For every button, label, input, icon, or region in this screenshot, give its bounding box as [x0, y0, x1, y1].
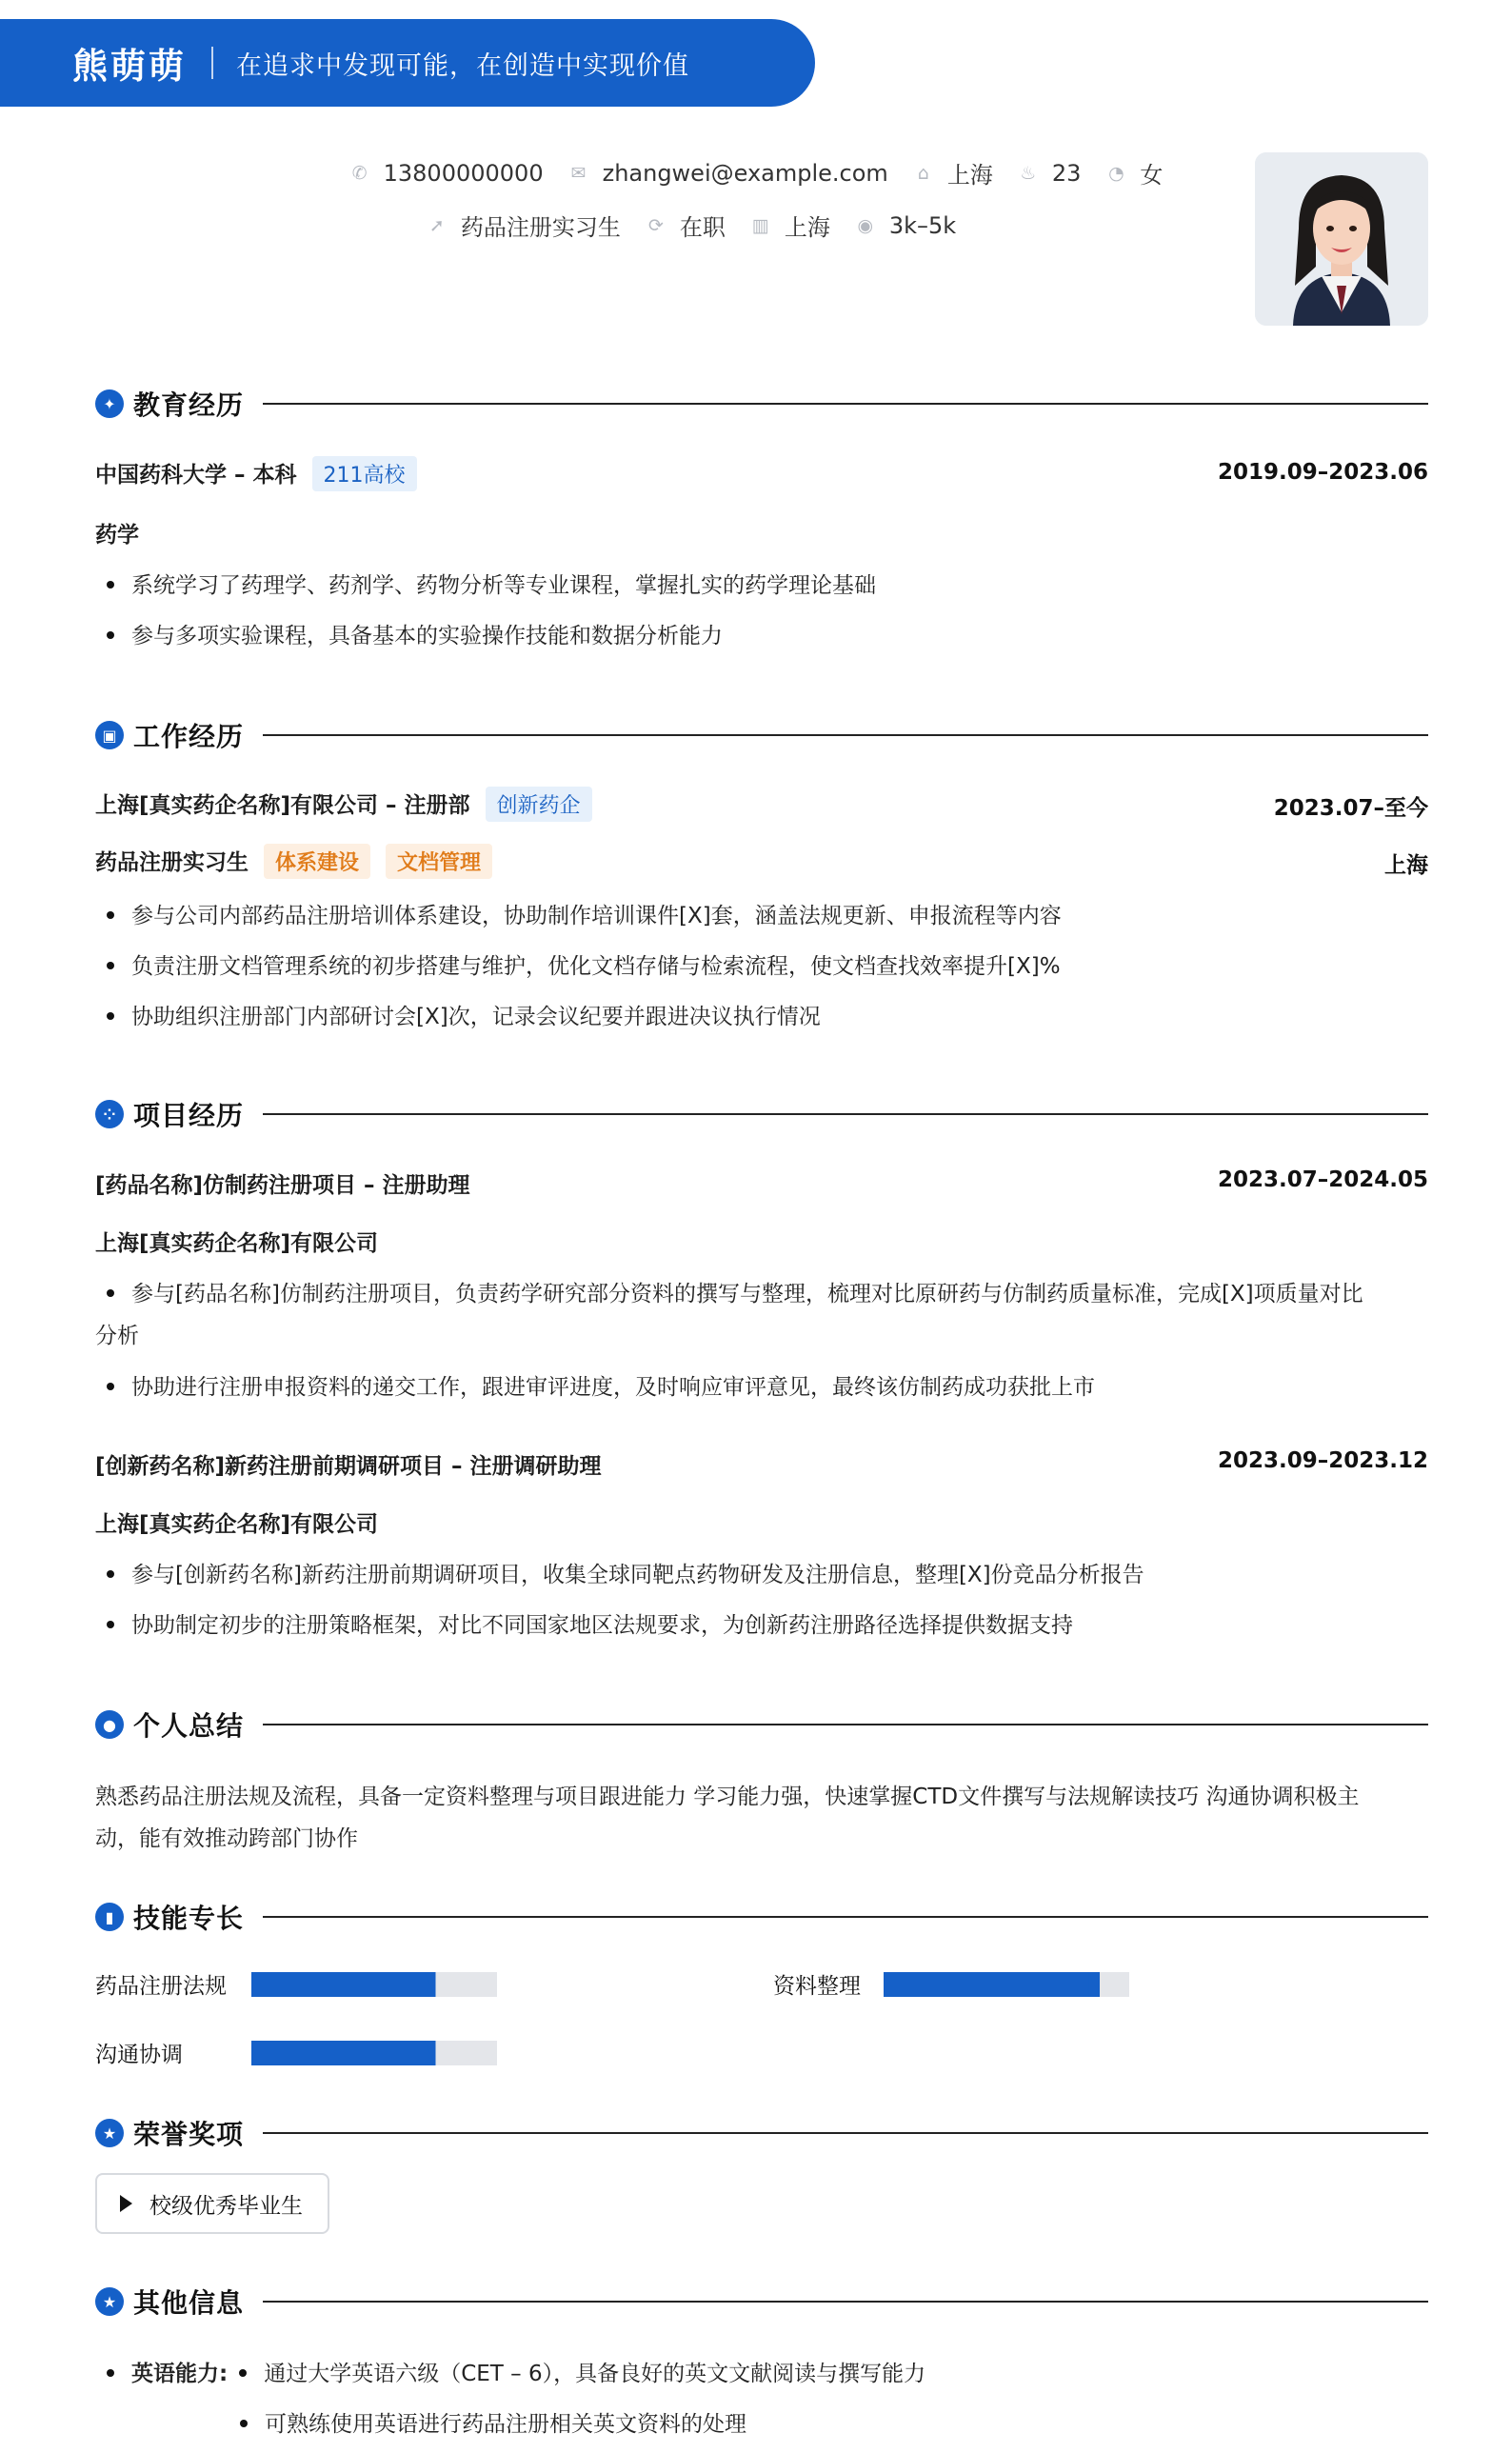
bullet-text: 负责注册文档管理系统的初步搭建与维护，优化文档存储与检索流程，使文档查找效率提升[X]%: [131, 954, 1061, 979]
phone-icon: ✆: [351, 162, 368, 184]
section-divider: [263, 1113, 1428, 1115]
section-projects: [95, 1095, 1428, 1133]
skill-name: 资料整理: [773, 1974, 861, 1999]
education-date: 2019.09–2023.06: [1217, 460, 1428, 485]
contact-row-2: [0, 209, 1447, 242]
section-work: [95, 716, 1428, 754]
award-icon: ★: [95, 2119, 124, 2147]
skill-level: [884, 1972, 1100, 1997]
education-bullet: [95, 565, 1428, 607]
contact-email: [568, 160, 888, 187]
header-banner: [0, 19, 815, 107]
work-date: 2023.07–至今: [1273, 796, 1428, 821]
section-title-other: 其他信息: [133, 2287, 245, 2319]
bullet-text: 参与[创新药名称]新药注册前期调研项目，收集全球同靶点药物研发及注册信息，整理[X]份竞品分析报告: [131, 1563, 1144, 1587]
school-tag: 211高校: [312, 456, 417, 491]
section-title-summary: 个人总结: [133, 1710, 245, 1742]
contact-location: [913, 156, 993, 189]
summary-line: 动，能有效推动跨部门协作: [95, 1826, 358, 1851]
bar-chart-icon: ▮: [95, 1903, 124, 1931]
refresh-icon: ⟳: [647, 214, 664, 236]
salary-text: 3k–5k: [888, 211, 957, 239]
other-row: [240, 2403, 1383, 2445]
project-company: 上海[真实药企名称]有限公司: [95, 1512, 379, 1537]
role-tag: 文档管理: [386, 844, 492, 879]
work-bullet: [95, 895, 1428, 937]
header-divider: [211, 47, 213, 79]
work-bullet: [95, 996, 1428, 1038]
section-title-projects: 项目经历: [133, 1100, 245, 1131]
contact-phone: [349, 160, 544, 187]
project-bullet: [95, 1554, 1428, 1596]
education-major: 药学: [95, 523, 139, 548]
avatar: [1255, 152, 1428, 326]
bullet-text: 参与公司内部药品注册培训体系建设，协助制作培训课件[X]套，涵盖法规更新、申报流程等内容: [131, 904, 1062, 928]
bullet-text: 协助进行注册申报资料的递交工作，跟进审评进度，及时响应审评意见，最终该仿制药成功获批上市: [131, 1375, 1095, 1400]
section-summary: [95, 1705, 1428, 1744]
work-role: 药品注册实习生: [95, 850, 249, 875]
other-label: 英语能力:: [131, 2362, 229, 2386]
building-icon: ▥: [751, 214, 769, 236]
section-awards: [95, 2114, 1428, 2152]
skill-bar: [251, 1972, 497, 1997]
skill-level: [251, 2041, 436, 2065]
project-company: 上海[真实药企名称]有限公司: [95, 1231, 379, 1256]
section-skills: [95, 1898, 1428, 1936]
section-divider: [263, 403, 1428, 405]
education-bullet: [95, 615, 1428, 657]
skill-bar: [251, 2041, 497, 2065]
section-divider: [263, 1916, 1428, 1918]
grid-icon: ⁘: [95, 1100, 124, 1128]
section-title-education: 教育经历: [133, 389, 245, 421]
section-title-skills: 技能专长: [133, 1903, 245, 1934]
skill-level: [251, 1972, 436, 1997]
project-title: [药品名称]仿制药注册项目 – 注册助理: [95, 1173, 470, 1198]
status-text: 在职: [679, 214, 726, 241]
contact-city: [750, 209, 830, 242]
school-degree: 中国药科大学 – 本科: [95, 463, 297, 488]
location-text: 上海: [946, 162, 993, 189]
coin-icon: ◉: [857, 214, 874, 236]
cake-icon: ♨: [1020, 162, 1037, 184]
company-tag: 创新药企: [486, 787, 592, 822]
award-item: [95, 2173, 329, 2234]
section-divider: [263, 1724, 1428, 1725]
project-title: [创新药名称]新药注册前期调研项目 – 注册调研助理: [95, 1454, 602, 1479]
project-date: 2023.07–2024.05: [1217, 1167, 1428, 1192]
company-dept: 上海[真实药企名称]有限公司 – 注册部: [95, 793, 470, 818]
contact-gender: [1105, 156, 1163, 189]
project-bullet: [95, 1366, 1428, 1408]
section-divider: [263, 2301, 1428, 2303]
bullet-text: 分析: [95, 1324, 139, 1348]
summary-line: 熟悉药品注册法规及流程，具备一定资料整理与项目跟进能力 学习能力强，快速掌握CTD文件撰写与法规解读技巧 沟通协调积极主: [95, 1785, 1360, 1809]
gender-text: 女: [1140, 162, 1164, 189]
work-role-row: [95, 844, 492, 879]
home-icon: ⌂: [917, 162, 929, 184]
award-text: 校级优秀毕业生: [149, 2193, 303, 2219]
section-divider: [263, 734, 1428, 736]
candidate-name: 熊萌萌: [72, 46, 187, 87]
age-text: 23: [1051, 159, 1082, 187]
section-divider: [263, 2132, 1428, 2134]
section-education: [95, 385, 1428, 423]
project-bullet-wrap: [95, 1315, 1428, 1357]
other-row: [95, 2353, 1428, 2395]
work-location: 上海: [1384, 853, 1428, 878]
city-text: 上海: [784, 214, 830, 241]
bullet-text: 协助制定初步的注册策略框架，对比不同国家地区法规要求，为创新药注册路径选择提供数据支持: [131, 1613, 1073, 1638]
send-icon: ➚: [428, 214, 445, 236]
contact-salary: [855, 212, 956, 239]
education-header: [95, 456, 417, 491]
award-icon: ★: [95, 2287, 124, 2316]
skill-bar: [884, 1972, 1129, 1997]
motto: 在追求中发现可能，在创造中实现价值: [236, 50, 689, 81]
project-date: 2023.09–2023.12: [1217, 1448, 1428, 1473]
portrait-illustration: [1255, 152, 1428, 326]
phone-text: 13800000000: [383, 159, 544, 187]
contact-age: [1018, 160, 1082, 187]
other-item: 通过大学英语六级（CET – 6），具备良好的英文文献阅读与撰写能力: [264, 2362, 926, 2386]
work-header: [95, 787, 592, 822]
skill-name: 沟通协调: [95, 2043, 183, 2067]
mail-icon: ✉: [570, 162, 587, 184]
gender-icon: ◔: [1108, 162, 1124, 184]
email-text: zhangwei@example.com: [602, 159, 888, 187]
section-title-work: 工作经历: [133, 721, 245, 752]
other-item: 可熟练使用英语进行药品注册相关英文资料的处理: [265, 2412, 746, 2437]
graduation-cap-icon: ✦: [95, 389, 124, 418]
role-tag: 体系建设: [264, 844, 370, 879]
section-title-awards: 荣誉奖项: [133, 2119, 245, 2150]
bullet-text: 协助组织注册部门内部研讨会[X]次，记录会议纪要并跟进决议执行情况: [131, 1005, 821, 1029]
bullet-text: 参与[药品名称]仿制药注册项目，负责药学研究部分资料的撰写与整理，梳理对比原研药与仿制药质量标准，完成[X]项质量对比: [131, 1282, 1363, 1306]
bullet-text: 参与多项实验课程，具备基本的实验操作技能和数据分析能力: [131, 624, 723, 648]
briefcase-icon: ▣: [95, 721, 124, 749]
position-text: 药品注册实习生: [460, 214, 621, 241]
skill-name: 药品注册法规: [95, 1974, 227, 1999]
section-other: [95, 2283, 1428, 2321]
user-icon: ●: [95, 1710, 124, 1739]
work-bullet: [95, 946, 1428, 987]
project-bullet: [95, 1605, 1428, 1646]
play-icon: [120, 2195, 132, 2212]
contact-position: [427, 209, 621, 242]
project-bullet: [95, 1273, 1428, 1315]
bullet-text: 系统学习了药理学、药剂学、药物分析等专业课程，掌握扎实的药学理论基础: [131, 573, 876, 598]
contact-status: [646, 209, 726, 242]
